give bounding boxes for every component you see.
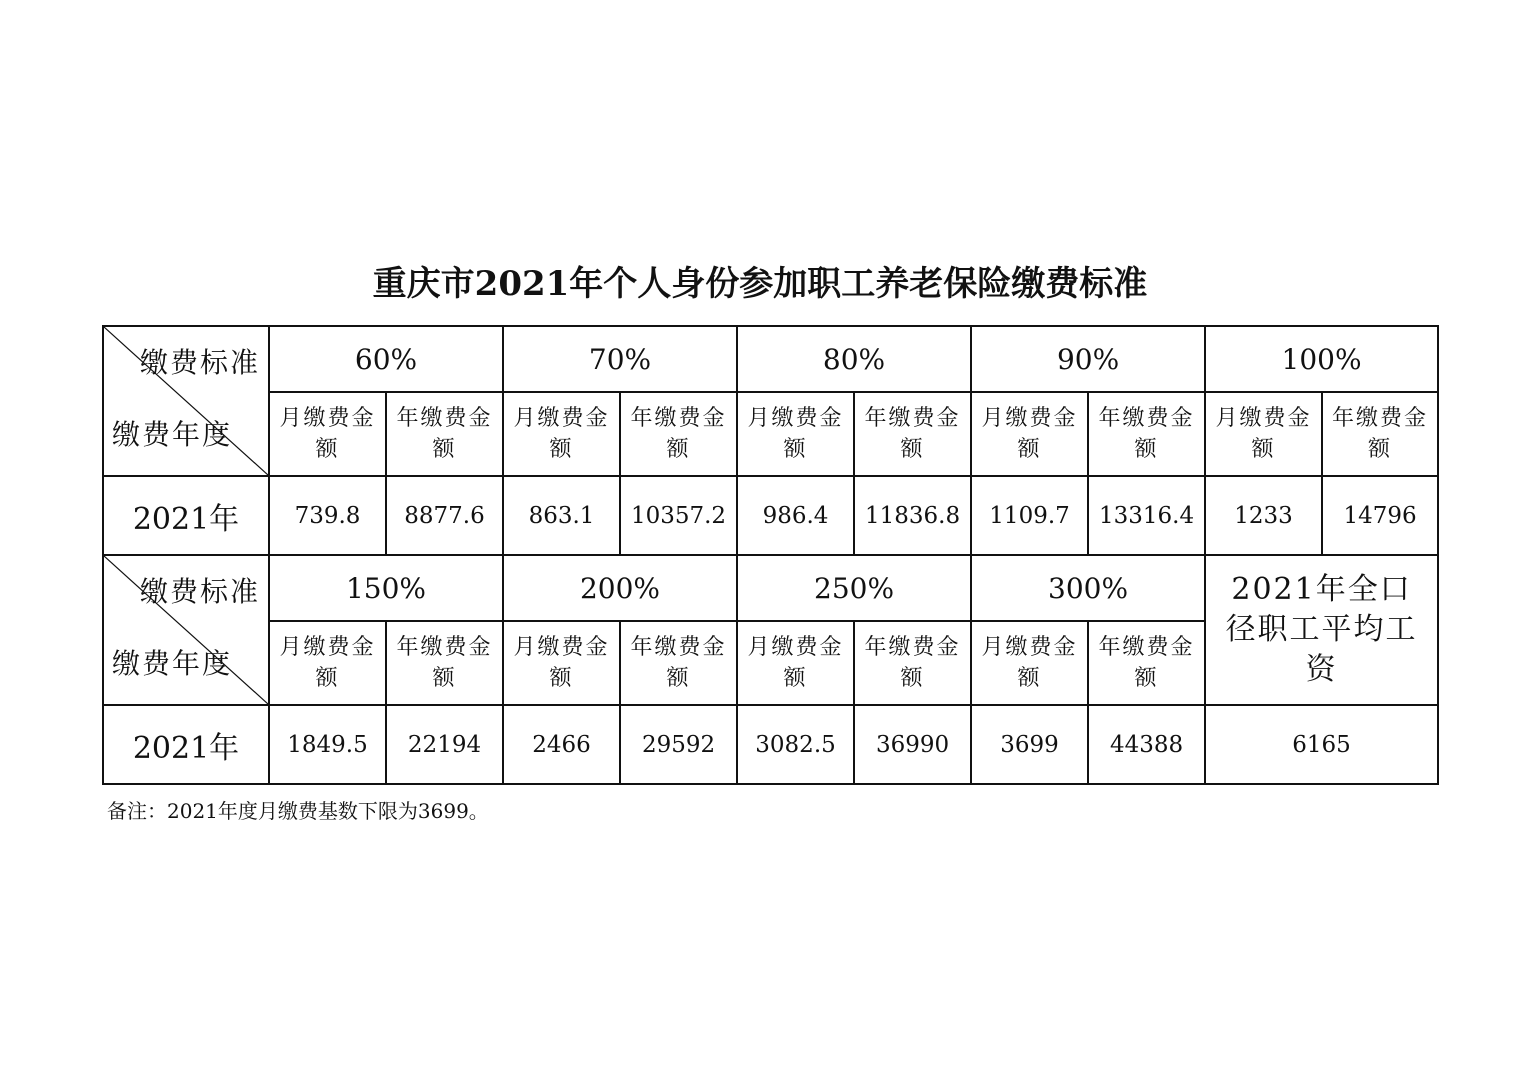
average-wage-header <box>1205 555 1438 705</box>
section1-data-row <box>103 476 1438 555</box>
sub-header-annual: 年缴费金额 <box>620 392 737 476</box>
level-header: 200% <box>503 555 737 621</box>
value-cell: 44388 <box>1088 705 1205 784</box>
footnote: 备注：2021年度月缴费基数下限为3699。 <box>107 799 489 823</box>
sub-header-annual: 年缴费金额 <box>1088 392 1205 476</box>
level-header: 100% <box>1205 326 1438 392</box>
year-cell: 2021年 <box>103 705 269 784</box>
corner-header <box>103 326 269 476</box>
value-cell: 10357.2 <box>620 476 737 555</box>
corner-top-label: 缴费标准 <box>139 575 260 608</box>
sub-header-annual: 年缴费金额 <box>1088 621 1205 705</box>
value-cell: 22194 <box>386 705 503 784</box>
value-cell: 29592 <box>620 705 737 784</box>
sub-header-annual: 年缴费金额 <box>620 621 737 705</box>
corner-top-label: 缴费标准 <box>139 346 260 379</box>
sub-header-monthly: 月缴费金额 <box>503 392 620 476</box>
sub-header-monthly: 月缴费金额 <box>269 621 386 705</box>
sub-header-annual: 年缴费金额 <box>386 392 503 476</box>
value-cell: 13316.4 <box>1088 476 1205 555</box>
value-cell: 2466 <box>503 705 620 784</box>
sub-header-annual: 年缴费金额 <box>854 621 971 705</box>
section2-data-row <box>103 705 1438 784</box>
value-cell: 8877.6 <box>386 476 503 555</box>
value-cell: 14796 <box>1322 476 1438 555</box>
level-header: 300% <box>971 555 1205 621</box>
value-cell: 863.1 <box>503 476 620 555</box>
contribution-table <box>102 325 1439 785</box>
sub-header-monthly: 月缴费金额 <box>737 392 854 476</box>
sub-header-annual: 年缴费金额 <box>854 392 971 476</box>
value-cell: 1109.7 <box>971 476 1088 555</box>
year-cell: 2021年 <box>103 476 269 555</box>
sub-header-monthly: 月缴费金额 <box>503 621 620 705</box>
value-cell: 1233 <box>1205 476 1322 555</box>
corner-bottom-label: 缴费年度 <box>112 418 233 451</box>
sub-header-annual: 年缴费金额 <box>386 621 503 705</box>
average-wage-value: 6165 <box>1205 705 1438 784</box>
value-cell: 36990 <box>854 705 971 784</box>
value-cell: 739.8 <box>269 476 386 555</box>
value-cell: 3699 <box>971 705 1088 784</box>
sub-header-monthly: 月缴费金额 <box>1205 392 1322 476</box>
level-header: 250% <box>737 555 971 621</box>
section1-level-row <box>103 326 1438 392</box>
value-cell: 986.4 <box>737 476 854 555</box>
section1-sub-row <box>103 392 1438 476</box>
corner-bottom-label: 缴费年度 <box>112 647 233 680</box>
level-header: 90% <box>971 326 1205 392</box>
value-cell: 1849.5 <box>269 705 386 784</box>
level-header: 70% <box>503 326 737 392</box>
average-wage-label: 2021年全口径职工平均工资 <box>1225 572 1418 687</box>
sub-header-monthly: 月缴费金额 <box>737 621 854 705</box>
value-cell: 3082.5 <box>737 705 854 784</box>
sub-header-monthly: 月缴费金额 <box>971 621 1088 705</box>
sub-header-monthly: 月缴费金额 <box>269 392 386 476</box>
section2-level-row <box>103 555 1438 621</box>
level-header: 60% <box>269 326 503 392</box>
sub-header-monthly: 月缴费金额 <box>971 392 1088 476</box>
value-cell: 11836.8 <box>854 476 971 555</box>
level-header: 80% <box>737 326 971 392</box>
level-header: 150% <box>269 555 503 621</box>
sub-header-annual: 年缴费金额 <box>1322 392 1438 476</box>
corner-header <box>103 555 269 705</box>
page-title: 重庆市2021年个人身份参加职工养老保险缴费标准 <box>372 264 1148 304</box>
